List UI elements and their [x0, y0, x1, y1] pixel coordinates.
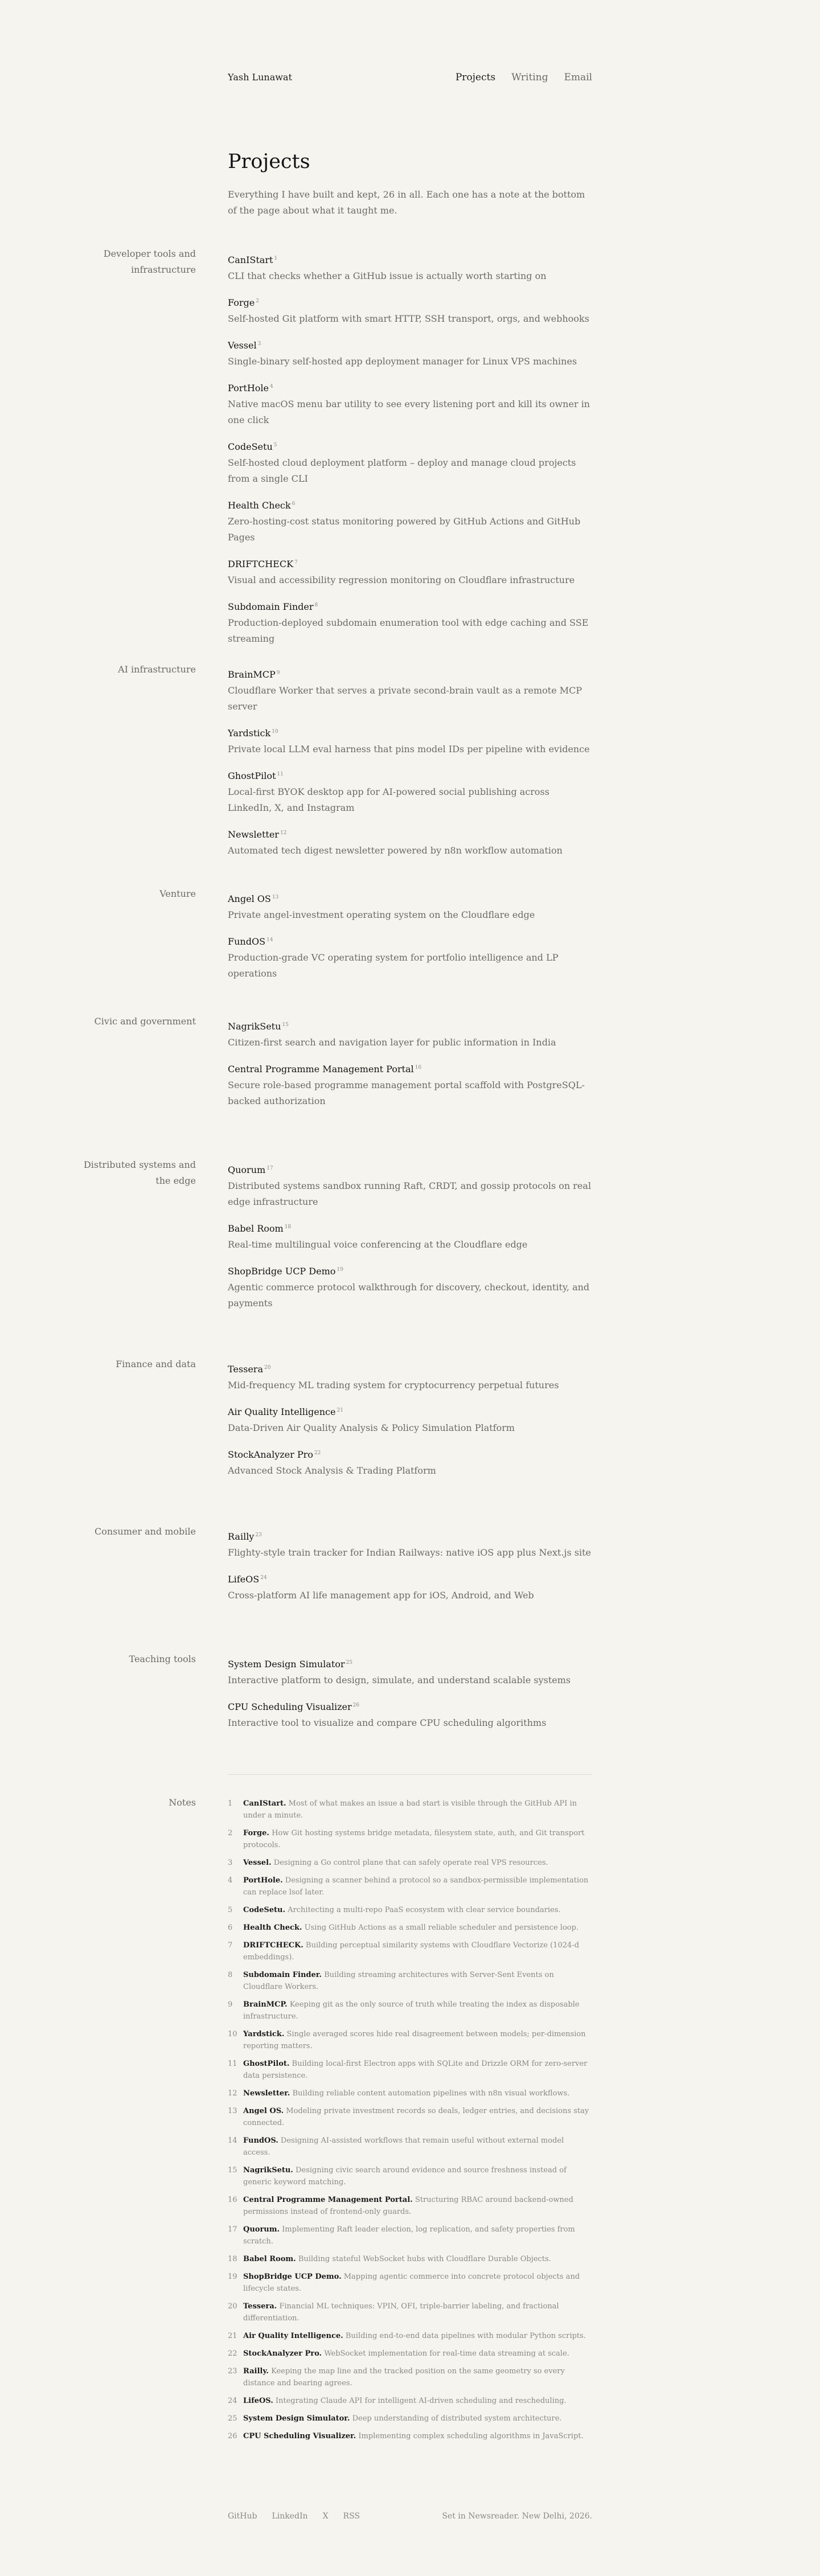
note-item	[228, 1874, 592, 1898]
note-item	[228, 2028, 592, 2052]
project-item[interactable]	[228, 825, 592, 859]
note-ref[interactable]: 22	[314, 1450, 321, 1456]
note-number: 17	[228, 2225, 237, 2234]
note-item	[228, 1939, 592, 1963]
project-item[interactable]	[228, 597, 592, 647]
note-ref[interactable]: 3	[257, 341, 261, 347]
note-project-name: Yardstick.	[243, 2030, 285, 2038]
project-desc: Cloudflare Worker that serves a private second-brain vault as a remote MCP server	[228, 685, 583, 712]
note-ref[interactable]: 16	[415, 1065, 422, 1070]
project-item[interactable]	[228, 724, 592, 757]
note-number: 3	[228, 1859, 233, 1867]
project-item[interactable]	[228, 1060, 592, 1109]
project-desc: Production-grade VC operating system for portfolio intelligence and LP operations	[228, 952, 559, 979]
note-number: 6	[228, 1923, 233, 1932]
note-ref[interactable]: 5	[273, 442, 277, 448]
project-item[interactable]	[228, 889, 592, 923]
note-ref[interactable]: 6	[292, 501, 296, 507]
note-number: 11	[228, 2060, 237, 2068]
note-project-name: System Design Simulator.	[243, 2414, 350, 2423]
note-number: 15	[228, 2166, 237, 2175]
note-number: 19	[228, 2273, 237, 2281]
project-desc: Agentic commerce protocol walkthrough for discovery, checkout, identity, and payments	[228, 1282, 590, 1308]
project-item[interactable]	[228, 555, 592, 588]
note-text: Designing a scanner behind a protocol so a sandbox-permissible implementation can replace lsof later.	[243, 1876, 589, 1897]
note-ref[interactable]: 20	[264, 1365, 271, 1371]
project-name[interactable]: GhostPilot	[228, 770, 276, 781]
note-project-name: Health Check.	[243, 1923, 302, 1932]
note-text: Structuring RBAC around backend-owned permissions instead of frontend-only guards.	[243, 2196, 573, 2216]
note-text: Most of what makes an issue a bad start is visible through the GitHub API in under a minute.	[243, 1799, 577, 1820]
note-project-name: Newsletter.	[243, 2089, 290, 2098]
note-project-name: DRIFTCHECK.	[243, 1941, 304, 1950]
project-item[interactable]	[228, 293, 592, 327]
section-title: Teaching tools	[129, 1654, 196, 1664]
note-number: 26	[228, 2432, 237, 2440]
page-title: Projects	[228, 150, 310, 173]
note-text: How Git hosting systems bridge metadata, filesystem state, auth, and Git transport protocols.	[243, 1829, 585, 1849]
note-item	[228, 2413, 592, 2425]
footer-link-x[interactable]: X	[322, 2512, 329, 2521]
note-item	[228, 1969, 592, 1993]
note-text: Implementing Raft leader election, log replication, and safety properties from scratch.	[243, 2225, 575, 2246]
note-ref[interactable]: 23	[255, 1532, 262, 1538]
nav-email[interactable]: Email	[564, 72, 592, 83]
note-item	[228, 1798, 592, 1822]
note-item	[228, 2087, 592, 2099]
note-project-name: ShopBridge UCP Demo.	[243, 2273, 342, 2281]
note-project-name: FundOS.	[243, 2136, 278, 2145]
project-item[interactable]	[228, 932, 592, 982]
note-project-name: Air Quality Intelligence.	[243, 2332, 343, 2340]
project-name[interactable]: DRIFTCHECK	[228, 559, 294, 569]
note-ref[interactable]: 18	[284, 1224, 292, 1230]
note-item	[228, 2058, 592, 2082]
project-item[interactable]	[228, 1402, 592, 1436]
note-text: WebSocket implementation for real-time data streaming at scale.	[324, 2349, 569, 2358]
project-item[interactable]	[228, 665, 592, 715]
project-desc: Secure role-based programme management portal scaffold with PostgreSQL-backed authorization	[228, 1080, 585, 1106]
project-name[interactable]: Quorum	[228, 1164, 266, 1175]
footer-links	[228, 2512, 360, 2521]
note-text: Designing civic search around evidence and source freshness instead of generic keyword matching.	[243, 2166, 567, 2187]
project-item[interactable]	[228, 1697, 592, 1731]
note-number: 10	[228, 2030, 237, 2038]
note-ref[interactable]: 4	[270, 384, 273, 389]
note-number: 4	[228, 1876, 233, 1885]
note-project-name: Tessera.	[243, 2302, 277, 2311]
section-title: Developer tools and infrastructure	[103, 248, 196, 275]
note-ref[interactable]: 8	[314, 602, 318, 608]
footer-link-linkedin[interactable]: LinkedIn	[272, 2512, 308, 2521]
project-desc: Self-hosted cloud deployment platform – deploy and manage cloud projects from a single CLI	[228, 457, 576, 484]
note-ref[interactable]: 26	[352, 1703, 360, 1708]
note-project-name: PortHole.	[243, 1876, 283, 1885]
project-name[interactable]: Health Check	[228, 500, 291, 511]
note-text: Deep understanding of distributed system architecture.	[352, 2414, 562, 2423]
note-ref[interactable]: 14	[266, 937, 273, 943]
project-name[interactable]: Subdomain Finder	[228, 601, 314, 612]
project-item[interactable]	[228, 1655, 592, 1688]
section-title: Finance and data	[116, 1359, 196, 1369]
note-number: 12	[228, 2089, 237, 2098]
project-desc: Visual and accessibility regression monitoring on Cloudflare infrastructure	[228, 575, 575, 585]
note-project-name: Angel OS.	[243, 2107, 284, 2115]
project-name[interactable]: System Design Simulator	[228, 1659, 345, 1670]
note-text: Building end-to-end data pipelines with modular Python scripts.	[345, 2332, 586, 2340]
note-ref[interactable]: 19	[337, 1267, 343, 1273]
note-item	[228, 2271, 592, 2295]
note-number: 5	[228, 1906, 233, 1914]
project-desc: Citizen-first search and navigation layer for public information in India	[228, 1037, 556, 1048]
project-item[interactable]	[228, 1160, 592, 1210]
note-number: 18	[228, 2255, 237, 2263]
note-project-name: Subdomain Finder.	[243, 1971, 322, 1979]
note-number: 20	[228, 2302, 237, 2311]
note-project-name: Vessel.	[243, 1859, 272, 1867]
project-name[interactable]: CanIStart	[228, 255, 273, 265]
project-desc: Advanced Stock Analysis & Trading Platform	[228, 1465, 436, 1476]
intro	[228, 150, 592, 219]
project-item[interactable]	[228, 1262, 592, 1311]
note-ref[interactable]: 11	[277, 772, 284, 777]
note-text: Designing a Go control plane that can safely operate real VPS resources.	[273, 1859, 548, 1867]
nav-projects[interactable]: Projects	[455, 72, 496, 83]
project-desc: Interactive platform to design, simulate, and understand scalable systems	[228, 1675, 571, 1685]
note-text: Using GitHub Actions as a small reliable scheduler and persistence loop.	[304, 1923, 579, 1932]
divider	[228, 1774, 592, 1775]
note-text: Building perceptual similarity systems with Cloudflare Vectorize (1024-d embeddings).	[243, 1941, 579, 1962]
project-item[interactable]	[228, 251, 592, 284]
project-name[interactable]: BrainMCP	[228, 669, 276, 680]
section-title: Consumer and mobile	[95, 1526, 196, 1537]
note-text: Financial ML techniques: VPIN, OFI, triple-barrier labeling, and fractional differentiation.	[243, 2302, 559, 2323]
footer-link-github[interactable]: GitHub	[228, 2512, 257, 2521]
note-number: 13	[228, 2107, 237, 2115]
note-ref[interactable]: 21	[337, 1408, 343, 1413]
section-title: Distributed systems and the edge	[83, 1159, 196, 1186]
project-name[interactable]: CodeSetu	[228, 441, 273, 452]
note-ref[interactable]: 7	[294, 560, 298, 565]
project-name[interactable]: PortHole	[228, 383, 269, 393]
project-name[interactable]: Air Quality Intelligence	[228, 1406, 336, 1417]
note-text: Building local-first Electron apps with SQLite and Drizzle ORM for zero-server data persistence.	[243, 2060, 588, 2080]
project-name[interactable]: NagrikSetu	[228, 1021, 281, 1032]
main-nav	[456, 72, 592, 83]
note-text: Single averaged scores hide real disagreement between models; per-dimension reporting matters.	[243, 2030, 586, 2050]
project-desc: Interactive tool to visualize and compare CPU scheduling algorithms	[228, 1717, 547, 1728]
note-text: Keeping git as the only source of truth while treating the index as disposable infrastructure.	[243, 2000, 580, 2021]
note-item	[228, 2365, 592, 2389]
project-desc: Production-deployed subdomain enumeration tool with edge caching and SSE streaming	[228, 617, 589, 644]
note-number: 21	[228, 2332, 237, 2340]
project-name[interactable]: Forge	[228, 297, 255, 308]
note-project-name: Babel Room.	[243, 2255, 296, 2263]
note-project-name: CPU Scheduling Visualizer.	[243, 2432, 356, 2440]
note-number: 1	[228, 1799, 233, 1808]
note-number: 14	[228, 2136, 237, 2145]
project-desc: Private angel-investment operating system on the Cloudflare edge	[228, 909, 535, 920]
site-brand[interactable]: Yash Lunawat	[228, 72, 292, 83]
project-name[interactable]: Yardstick	[228, 728, 271, 739]
note-text: Keeping the map line and the tracked position on the same geometry so every distance and bearing agrees.	[243, 2367, 565, 2388]
note-number: 8	[228, 1971, 233, 1979]
note-ref[interactable]: 12	[280, 830, 287, 836]
note-item	[228, 2330, 592, 2342]
project-desc: Cross-platform AI life management app for iOS, Android, and Web	[228, 1590, 534, 1601]
note-project-name: LifeOS.	[243, 2397, 273, 2405]
project-item[interactable]	[228, 336, 592, 370]
project-desc: Native macOS menu bar utility to see every listening port and kill its owner in one click	[228, 399, 590, 425]
note-ref[interactable]: 10	[272, 729, 278, 735]
section-title: AI infrastructure	[118, 664, 196, 675]
note-item	[228, 1999, 592, 2023]
note-item	[228, 2395, 592, 2407]
project-desc: Single-binary self-hosted app deployment manager for Linux VPS machines	[228, 356, 577, 367]
note-text: Architecting a multi-repo PaaS ecosystem with clear service boundaries.	[288, 1906, 561, 1914]
note-text: Integrating Claude API for intelligent AI-driven scheduling and rescheduling.	[275, 2397, 567, 2405]
project-desc: Self-hosted Git platform with smart HTTP, SSH transport, orgs, and webhooks	[228, 313, 589, 324]
page-intro: Everything I have built and kept, 26 in all. Each one has a note at the bottom of the page about what it taught me.	[228, 189, 585, 216]
note-item	[228, 2164, 592, 2188]
note-text: Building reliable content automation pipelines with n8n visual workflows.	[292, 2089, 570, 2098]
project-desc: Automated tech digest newsletter powered by n8n workflow automation	[228, 845, 563, 856]
project-desc: Local-first BYOK desktop app for AI-powered social publishing across LinkedIn, X, and Instagram	[228, 786, 550, 813]
project-desc: Data-Driven Air Quality Analysis & Policy Simulation Platform	[228, 1422, 515, 1433]
note-text: Mapping agentic commerce into concrete protocol objects and lifecycle states.	[243, 2273, 580, 2293]
project-name[interactable]: ShopBridge UCP Demo	[228, 1266, 336, 1277]
project-name[interactable]: Central Programme Management Portal	[228, 1064, 414, 1074]
project-name[interactable]: Angel OS	[228, 893, 271, 904]
project-item[interactable]	[228, 1445, 592, 1479]
project-name[interactable]: Railly	[228, 1531, 255, 1542]
note-project-name: Quorum.	[243, 2225, 280, 2234]
project-desc: Private local LLM eval harness that pins model IDs per pipeline with evidence	[228, 744, 590, 754]
site-header	[228, 72, 592, 83]
note-ref[interactable]: 17	[266, 1166, 273, 1171]
notes-title: Notes	[169, 1797, 196, 1808]
note-item	[228, 2224, 592, 2247]
note-project-name: StockAnalyzer Pro.	[243, 2349, 322, 2358]
project-name[interactable]: Tessera	[228, 1364, 263, 1375]
note-text: Implementing complex scheduling algorithms in JavaScript.	[358, 2432, 584, 2440]
project-desc: Mid-frequency ML trading system for cryptocurrency perpetual futures	[228, 1380, 559, 1390]
note-item	[228, 2194, 592, 2218]
project-desc: Flighty-style train tracker for Indian Railways: native iOS app plus Next.js site	[228, 1547, 591, 1558]
project-name[interactable]: LifeOS	[228, 1574, 260, 1585]
note-number: 2	[228, 1829, 233, 1837]
note-ref[interactable]: 1	[274, 256, 278, 261]
note-number: 9	[228, 2000, 233, 2009]
note-item	[228, 1857, 592, 1869]
project-desc: Real-time multilingual voice conferencing at the Cloudflare edge	[228, 1239, 528, 1250]
note-item	[228, 2135, 592, 2159]
note-item	[228, 1827, 592, 1851]
note-number: 22	[228, 2349, 237, 2358]
nav-writing[interactable]: Writing	[511, 72, 548, 83]
note-item	[228, 2253, 592, 2265]
note-item	[228, 1904, 592, 1916]
note-text: Modeling private investment records so deals, ledger entries, and decisions stay connected.	[243, 2107, 589, 2127]
project-item[interactable]	[228, 1360, 592, 1393]
footer-credit: Set in Newsreader. New Delhi, 2026.	[442, 2512, 592, 2521]
project-desc: CLI that checks whether a GitHub issue is actually worth starting on	[228, 270, 547, 281]
notes-list	[228, 1798, 592, 2448]
note-ref[interactable]: 2	[256, 298, 259, 304]
note-text: Building streaming architectures with Server-Sent Events on Cloudflare Workers.	[243, 1971, 554, 1991]
note-ref[interactable]: 25	[346, 1660, 352, 1666]
note-ref[interactable]: 24	[260, 1575, 267, 1581]
note-number: 23	[228, 2367, 237, 2376]
note-project-name: CodeSetu.	[243, 1906, 286, 1914]
note-project-name: Central Programme Management Portal.	[243, 2196, 413, 2204]
note-text: Building stateful WebSocket hubs with Cloudflare Durable Objects.	[298, 2255, 551, 2263]
note-ref[interactable]: 9	[276, 670, 280, 676]
note-item	[228, 1922, 592, 1934]
note-item	[228, 2300, 592, 2324]
note-number: 24	[228, 2397, 237, 2405]
note-ref[interactable]: 15	[282, 1022, 289, 1028]
project-item[interactable]	[228, 1570, 592, 1603]
note-project-name: BrainMCP.	[243, 2000, 288, 2009]
note-number: 25	[228, 2414, 237, 2423]
project-item[interactable]	[228, 437, 592, 487]
section-title: Venture	[159, 888, 196, 899]
project-desc: Distributed systems sandbox running Raft, CRDT, and gossip protocols on real edge infrastructure	[228, 1180, 591, 1207]
note-number: 16	[228, 2196, 237, 2204]
note-project-name: NagrikSetu.	[243, 2166, 293, 2175]
section-title: Civic and government	[94, 1016, 196, 1027]
project-item[interactable]	[228, 766, 592, 816]
project-name[interactable]: Newsletter	[228, 829, 279, 840]
project-name[interactable]: Babel Room	[228, 1223, 284, 1234]
site-footer	[228, 2512, 592, 2521]
project-item[interactable]	[228, 379, 592, 428]
project-name[interactable]: StockAnalyzer Pro	[228, 1449, 313, 1460]
note-project-name: CanIStart.	[243, 1799, 286, 1808]
project-name[interactable]: Vessel	[228, 340, 257, 351]
note-item	[228, 2105, 592, 2129]
project-item[interactable]	[228, 1527, 592, 1561]
project-name[interactable]: CPU Scheduling Visualizer	[228, 1701, 352, 1712]
note-item	[228, 2430, 592, 2442]
note-ref[interactable]: 13	[272, 895, 279, 900]
footer-link-rss[interactable]: RSS	[343, 2512, 360, 2521]
project-name[interactable]: FundOS	[228, 936, 266, 947]
note-project-name: Railly.	[243, 2367, 269, 2376]
note-item	[228, 2348, 592, 2360]
note-project-name: Forge.	[243, 1829, 269, 1837]
note-text: Designing AI-assisted workflows that remain useful without external model access.	[243, 2136, 564, 2157]
project-item[interactable]	[228, 1017, 592, 1051]
project-item[interactable]	[228, 1219, 592, 1253]
project-item[interactable]	[228, 496, 592, 545]
note-number: 7	[228, 1941, 233, 1950]
note-project-name: GhostPilot.	[243, 2060, 290, 2068]
project-desc: Zero-hosting-cost status monitoring powered by GitHub Actions and GitHub Pages	[228, 516, 581, 543]
